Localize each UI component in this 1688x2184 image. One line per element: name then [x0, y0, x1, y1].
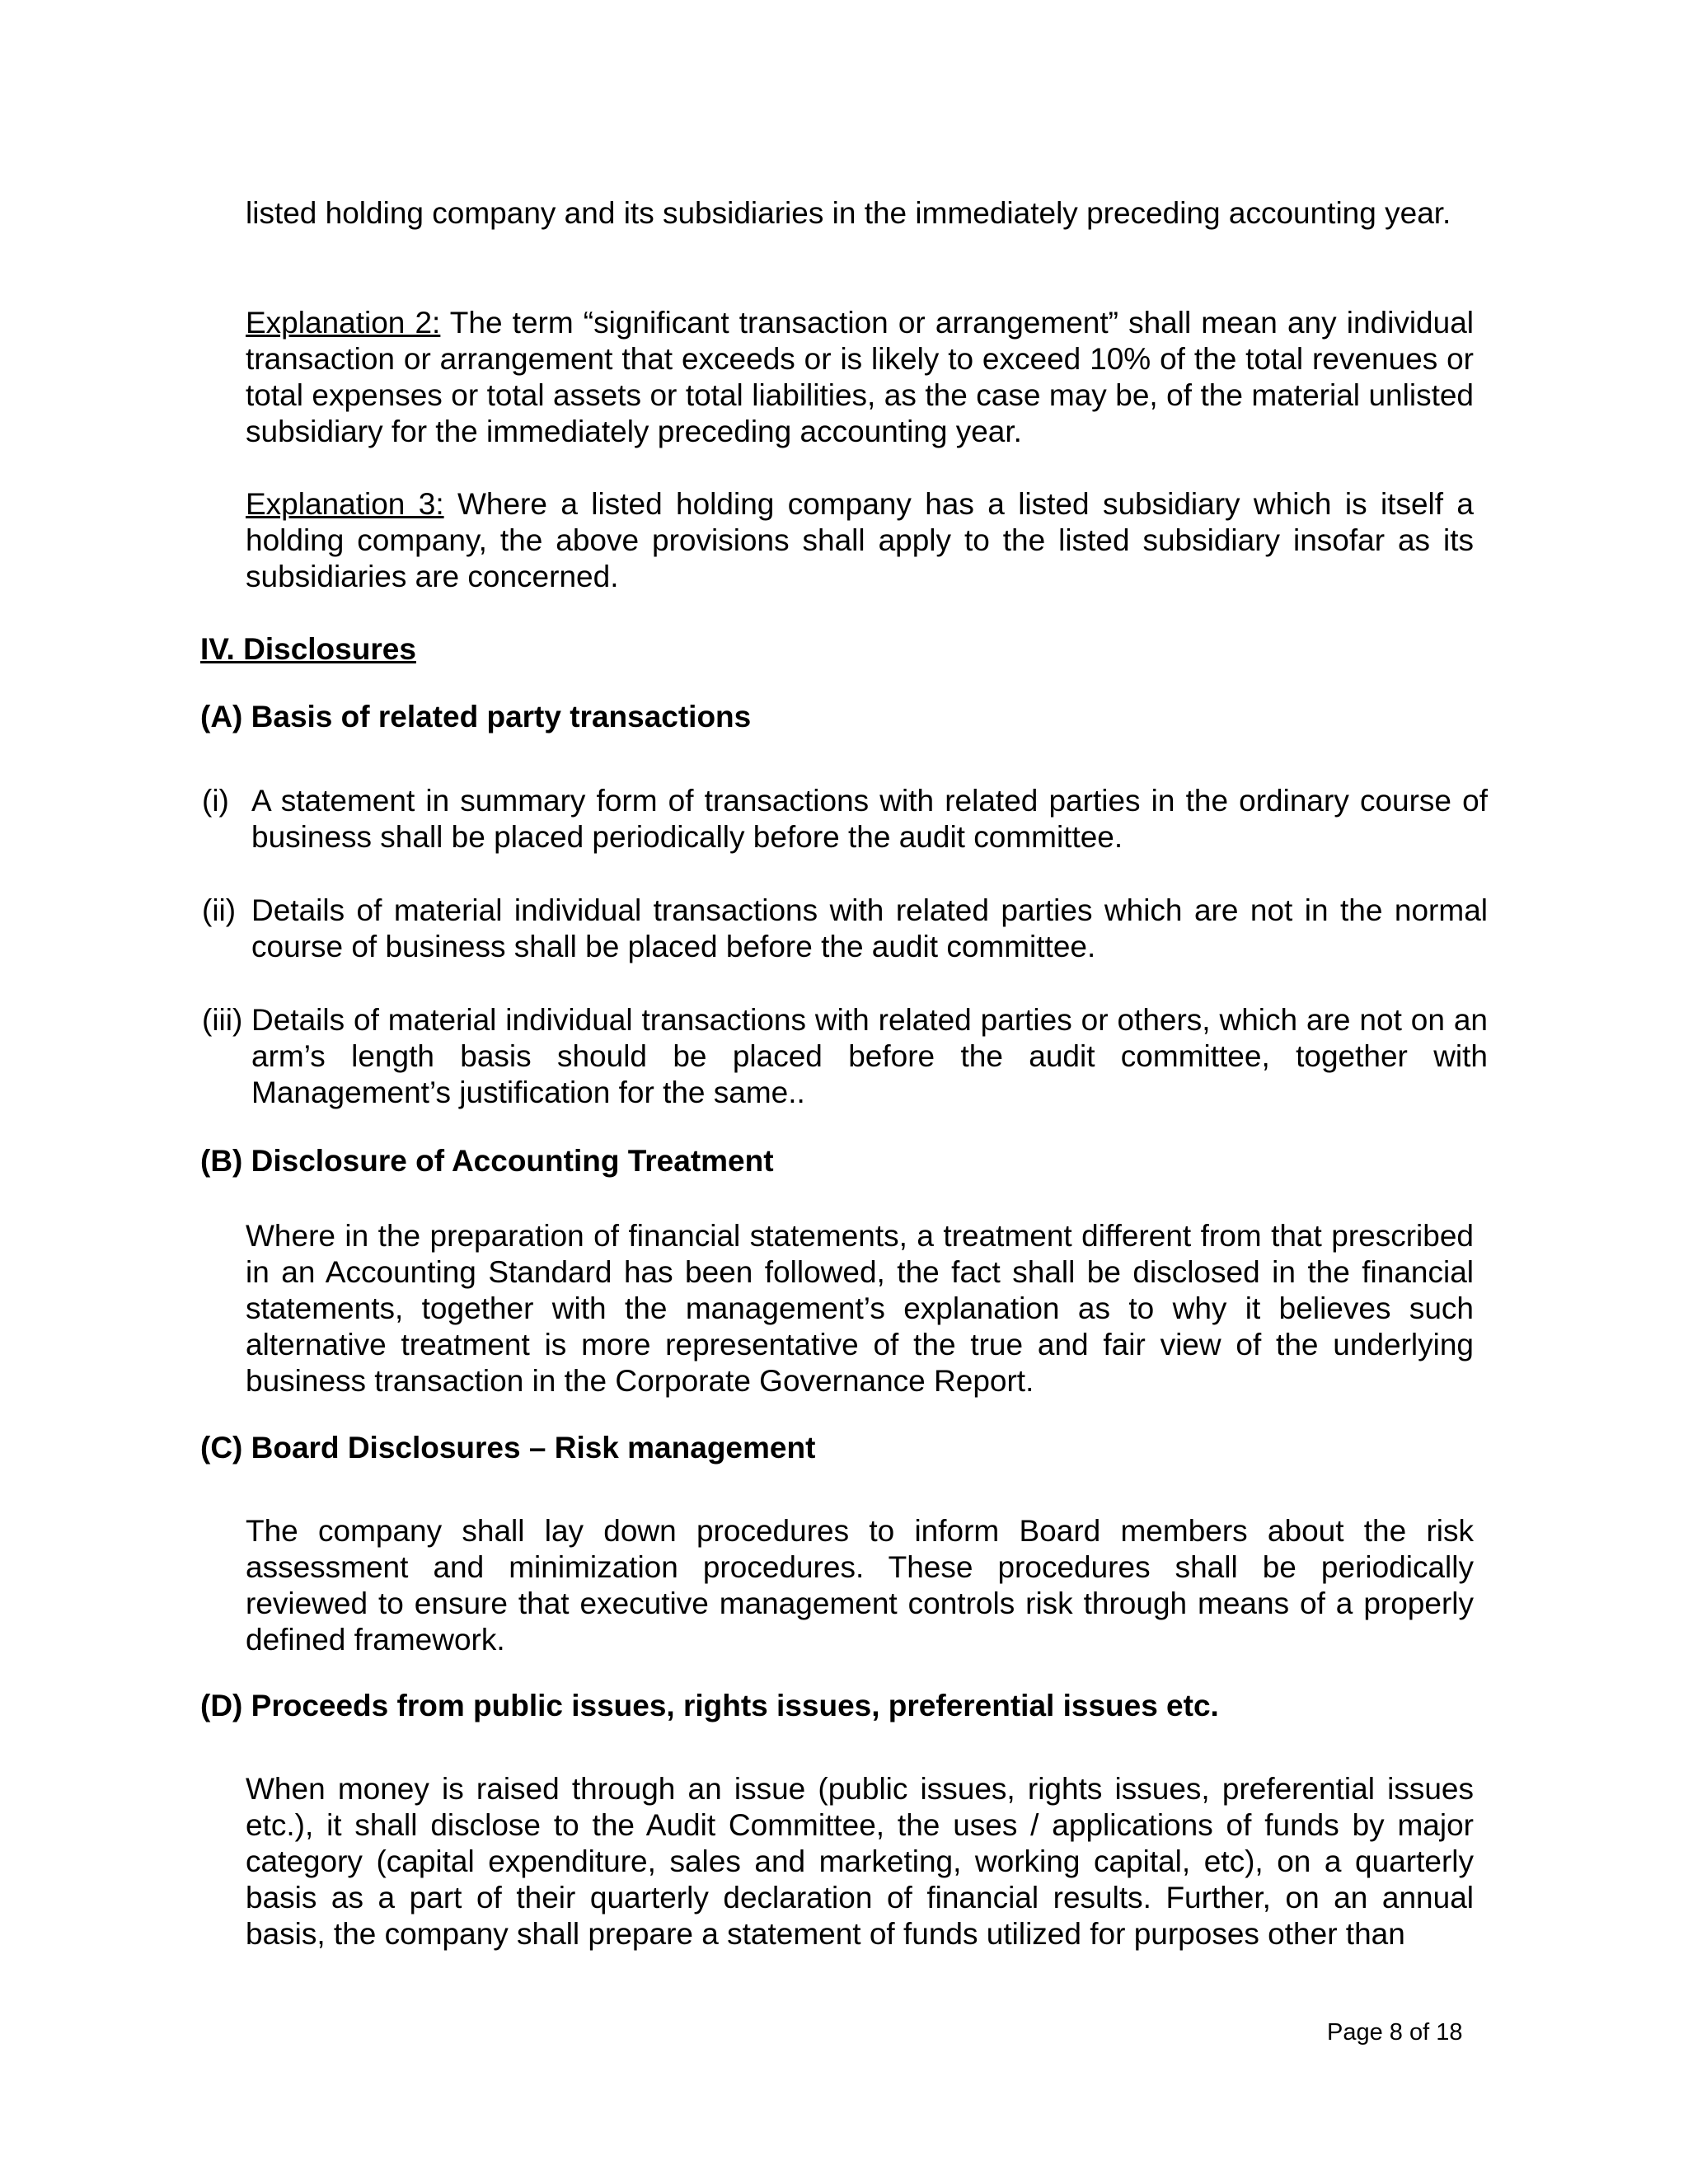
heading-c: (C) Board Disclosures – Risk management	[200, 1431, 816, 1465]
explanation-2-paragraph	[246, 305, 1474, 450]
explanation-2-label: Explanation 2:	[246, 306, 441, 340]
page-number: Page 8 of 18	[1327, 2019, 1463, 2046]
explanation-3-label: Explanation 3:	[246, 487, 444, 521]
list-item-ii	[202, 893, 1504, 965]
list-item-number: (i)	[202, 784, 229, 818]
heading-d: (D) Proceeds from public issues, rights issues, preferential issues etc.	[200, 1689, 1219, 1722]
list-item-text: Details of material individual transactions with related parties which are not in the normal course of business shall be placed before the audit committee.	[251, 893, 1488, 963]
list-item-text: Details of material individual transactions with related parties or others, which are not on an arm’s length basis should be placed before the audit committee, together with Management’s justification for the same..	[251, 1003, 1488, 1109]
list-item-i	[202, 783, 1504, 855]
list-item-iii	[202, 1002, 1504, 1111]
explanation-3-paragraph	[246, 486, 1474, 595]
paragraph-c: The company shall lay down procedures to inform Board members about the risk assessment and minimization procedures. These procedures shall be periodically reviewed to ensure that executive management controls risk through means of a properly defined framework.	[246, 1514, 1474, 1657]
list-item-text: A statement in summary form of transactions with related parties in the ordinary course of business shall be placed periodically before the audit committee.	[251, 784, 1488, 854]
heading-a: (A) Basis of related party transactions	[200, 700, 752, 733]
section-title: IV. Disclosures	[200, 632, 416, 666]
list-item-number: (ii)	[202, 893, 237, 927]
heading-b: (B) Disclosure of Accounting Treatment	[200, 1144, 774, 1178]
explanation-3-text: Where a listed holding company has a listed subsidiary which is itself a holding company, the above provisions shall apply to the listed subsidiary insofar as its subsidiaries are concerned.	[246, 487, 1474, 593]
paragraph-d: When money is raised through an issue (public issues, rights issues, preferential issues etc.), it shall disclose to the Audit Committee, the uses / applications of funds by major category (capital expenditure, sales and marketing, working capital, etc), on a quarterly basis as a part of their quarterly declaration of financial results. Further, on an annual basis, the company shall prepare a statement of funds utilized for purposes other than	[246, 1772, 1474, 1951]
list-item-number: (iii)	[202, 1003, 243, 1037]
continuation-paragraph: listed holding company and its subsidiaries in the immediately preceding accounting year.	[246, 196, 1451, 230]
paragraph-b: Where in the preparation of financial statements, a treatment different from that prescribed in an Accounting Standard has been followed, the fact shall be disclosed in the financial statements, together with the management’s explanation as to why it believes such alternative treatment is more representative of the true and fair view of the underlying business transaction in the Corporate Governance Report.	[246, 1219, 1474, 1398]
explanation-2-text: The term “significant transaction or arrangement” shall mean any individual transaction or arrangement that exceeds or is likely to exceed 10% of the total revenues or total expenses or total assets or total liabilities, as the case may be, of the material unlisted subsidiary for the immediately preceding accounting year.	[246, 306, 1474, 448]
